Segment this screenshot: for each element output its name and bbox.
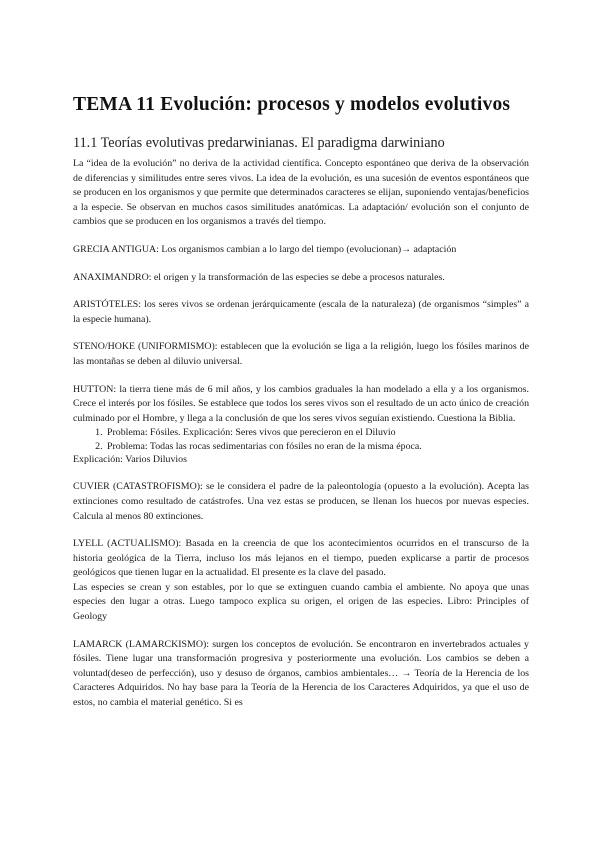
paragraph-anaximandro: ANAXIMANDRO: el origen y la transformación de las especies se debe a procesos naturales. [73,271,445,283]
paragraph-lyell: LYELL (ACTUALISMO): Basada en la creencia de que los acontecimientos ocurridos en el transcurso de la historia geológica de la Tierra, incluso los más lejanos en el tiempo, pueden explicarse a partir de procesos geológicos que tienen lugar en la actualidad. El presente es la clave del pasado. [73,538,529,579]
paragraph-grecia: GRECIA ANTIGUA: Los organismos cambian a lo largo del tiempo (evolucionan)→ adaptación [73,243,457,255]
list-item: 1. Problema: Fósiles. Explicación: Seres vivos que perecieron en el Diluvio [105,426,529,439]
paragraph-intro: La “idea de la evolución” no deriva de la actividad científica. Concepto espontáneo que deriva de la observación de diferencias y similitudes entre seres vivos. La idea de la evolución, es una sucesión de eventos espontáneos que se producen en los organismos y que permite que determinados caracteres se elijan, suponiendo ventajas/beneficios a la especie. Se observan en muchos casos similitudes anatómicas. La adaptación/ evolución son el conjunto de cambios que se producen en los organismos a través del tiempo. [73,158,529,228]
paragraph-lamarck: LAMARCK (LAMARCKISMO): surgen los conceptos de evolución. Se encontraron en invertebrados actuales y fósiles. Tiene lugar una transformación progresiva y posteriormente una evolución. Los cambios se deben a voluntad(deseo de perfección), uso y desuso de órganos, cambios ambientales… → Teoría de la Herencia de los Caracteres Adquiridos. No hay base para la Teoría de la Herencia de los Caracteres Adquiridos, ya que el uso de estos, no cambia el material genético. Si es [73,638,529,709]
paragraph-cuvier: CUVIER (CATASTROFISMO): se le considera el padre de la paleontología (opuesto a la evolución). Acepta las extinciones como resultado de catástrofes. Una vez estas se producen, se llenan los huecos por nuevas especies. Calcula al menos 80 extinciones. [73,481,529,522]
list-item: 2. Problema: Todas las rocas sedimentarias con fósiles no eran de la misma época. [105,440,529,453]
hutton-problem-list [73,426,529,452]
page-title: TEMA 11 Evolución: procesos y modelos evolutivos [73,94,511,115]
paragraph-lyell-2: Las especies se crean y son estables, por lo que se extinguen cuando cambia el ambiente. No apoya que unas especies den lugar a otras. Luego tampoco explica su origen, el origen de las especies. Libro: Principles of Geology [73,581,529,623]
paragraph-hutton-explicacion: Explicación: Varios Diluvios [73,453,187,465]
page-content [73,92,529,724]
section-heading: 11.1 Teorías evolutivas predarwinianas. El paradigma darwiniano [73,135,445,151]
paragraph-steno: STENO/HOKE (UNIFORMISMO): establecen que la evolución se liga a la religión, luego los fósiles marinos de las montañas se deben al diluvio universal. [73,341,529,367]
paragraph-hutton: HUTTON: la tierra tiene más de 6 mil años, y los cambios graduales la han modelado a ella y a los organismos. Crece el interés por los fósiles. Se establece que todos los seres vivos son el resultado de un acto único de creación culminado por el Hombre, y llega a la conclusión de que los seres vivos seguían existiendo. Cuestiona la Biblia. [73,383,529,424]
paragraph-aristoteles: ARISTÓTELES: los seres vivos se ordenan jerárquicamente (escala de la naturaleza) (de organismos “simples” a la especie humana). [73,299,529,325]
